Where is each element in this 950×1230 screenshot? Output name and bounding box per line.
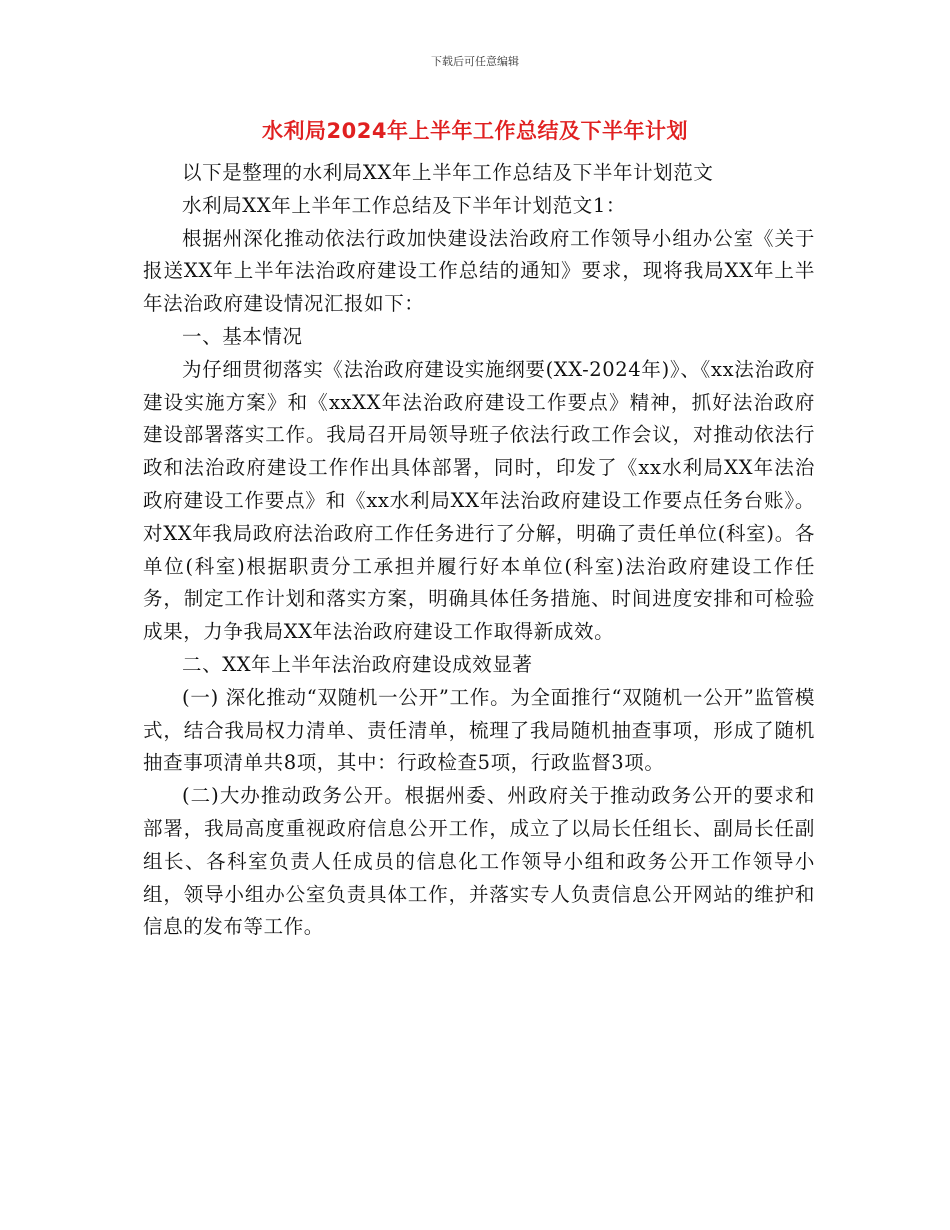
paragraph-government-affairs-openness: (二)大办推动政务公开。根据州委、州政府关于推动政务公开的要求和部署，我局高度重视政府信息公开工作，成立了以局长任组长、副局长任副组长、各科室负责人任成员的信息化工作领导小组和政务公开工作领导小组，领导小组办公室负责具体工作，并落实专人负责信息公开网站的维护和信息的发布等工作。 [143, 784, 815, 939]
paragraph-double-random: (一) 深化推动“双随机一公开”工作。为全面推行“双随机一公开”监管模式，结合我局权力清单、责任清单，梳理了我局随机抽查事项，形成了随机抽查事项清单共8项，其中：行政检查5项，行政监督3项。 [143, 685, 815, 775]
section-heading-basic-situation: 一、基本情况 [182, 324, 303, 348]
paragraph-basic-situation: 为仔细贯彻落实《法治政府建设实施纲要(XX-2024年)》、《xx法治政府建设实施方案》和《xxXX年法治政府建设工作要点》精神，抓好法治政府建设部署落实工作。我局召开局领导班子依法行政工作会议，对推动依法行政和法治政府建设工作作出具体部署，同时，印发了《xx水利局XX年法治政府建设工作要点》和《xx水利局XX年法治政府建设工作要点任务台账》。对XX年我局政府法治政府工作任务进行了分解，明确了责任单位(科室)。各单位(科室)根据职责分工承担并履行好本单位(科室)法治政府建设工作任务，制定工作计划和落实方案，明确具体任务措施、时间进度安排和可检验成果，力争我局XX年法治政府建设工作取得新成效。 [143, 357, 815, 644]
section-heading-achievements: 二、XX年上半年法治政府建设成效显著 [182, 652, 533, 676]
document-title: 水利局2024年上半年工作总结及下半年计划 [262, 119, 688, 143]
header-note: 下载后可任意编辑 [431, 55, 519, 68]
paragraph-report-purpose: 根据州深化推动依法行政加快建设法治政府工作领导小组办公室《关于报送XX年上半年法治政府建设工作总结的通知》要求，现将我局XX年上半年法治政府建设情况汇报如下： [143, 226, 815, 316]
document-body [143, 157, 815, 944]
paragraph-intro: 以下是整理的水利局XX年上半年工作总结及下半年计划范文 [182, 161, 714, 184]
paragraph-sample-heading: 水利局XX年上半年工作总结及下半年计划范文1： [182, 193, 626, 217]
